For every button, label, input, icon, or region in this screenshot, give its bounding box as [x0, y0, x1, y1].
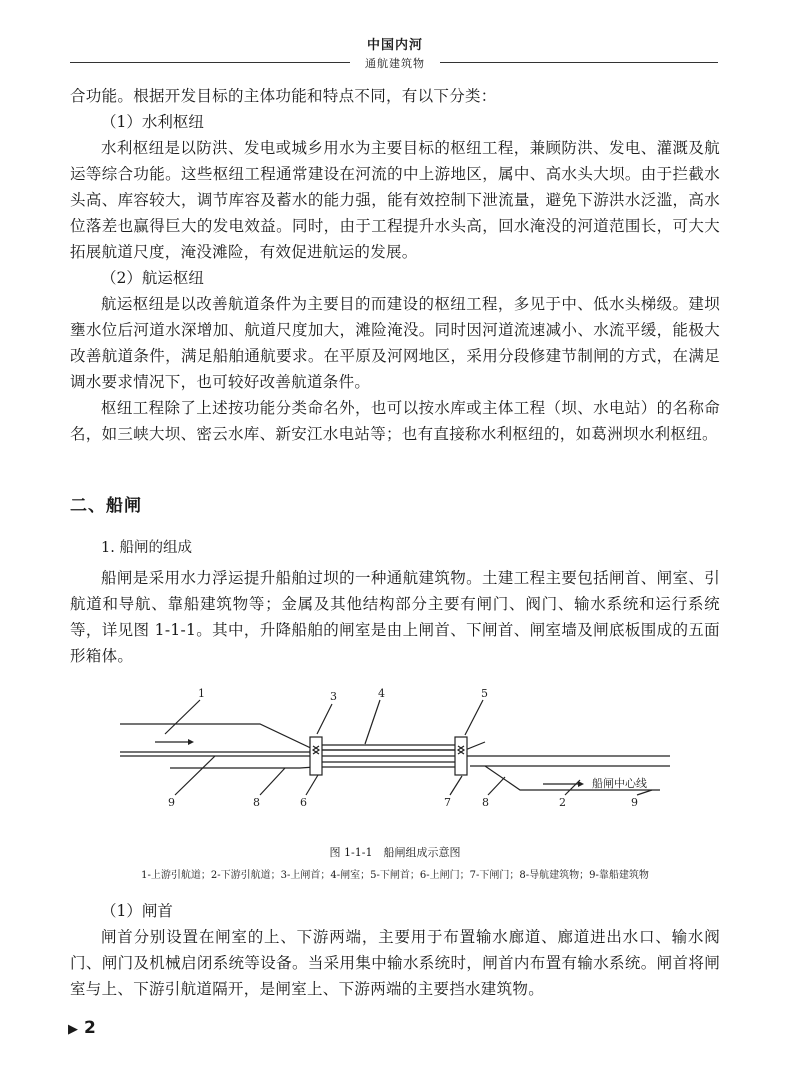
upper-wall-line — [120, 724, 485, 750]
centerline-label: 船闸中心线 — [592, 777, 647, 790]
leader-8-right — [488, 777, 505, 795]
fig-label: 3 — [330, 690, 337, 703]
fig-label: 9 — [168, 796, 175, 809]
intro-line: 合功能。根据开发目标的主体功能和特点不同，有以下分类： — [70, 87, 497, 105]
header-rule-right — [440, 62, 718, 63]
arrowhead-up-icon — [188, 739, 194, 745]
lock-intro — [70, 565, 720, 669]
page-number: 2 — [84, 1018, 96, 1038]
sub1-title: （1）水利枢纽 — [101, 113, 204, 131]
lock-diagram — [110, 680, 680, 834]
lock-head-title: （1）闸首 — [101, 902, 173, 920]
fig-label: 1 — [198, 687, 205, 700]
figure-legend: 1-上游引航道；2-下游引航道；3-上闸首；4-闸室；5-下闸首；6-上闸门；7-下闸门；8-导航建筑物；9-靠船建筑物 — [141, 870, 649, 881]
leader-1 — [165, 700, 200, 734]
sub2-title: （2）航运枢纽 — [101, 269, 204, 287]
figure-caption: 图 1-1-1 船闸组成示意图 — [329, 846, 461, 859]
sub2-paragraph: 航运枢纽是以改善航道条件为主要目的而建设的枢纽工程，多见于中、低水头梯级。建坝壅水位后河道水深增加、航道尺度加大，滩险淹没。同时因河道流速减小、水流平缓，能极大改善航道条件，满足船舶通航要求。在平原及河网地区，采用分段修建节制闸的方式，在满足调水要求情况下，也可较好改善航道条件。 — [70, 295, 720, 391]
leader-9-left — [175, 756, 215, 795]
top-section — [70, 83, 720, 447]
fig-label: 5 — [481, 687, 488, 700]
leader-3 — [317, 704, 332, 734]
leader-7 — [450, 776, 462, 795]
lock-paragraph: 船闸是采用水力浮运提升船舶过坝的一种通航建筑物。土建工程主要包括闸首、闸室、引航道和导航、靠船建筑物等；金属及其他结构部分主要有闸门、阀门、输水系统和运行系统等，详见图 1-1-1。其中，升降船舶的闸室是由上闸首、下闸首、闸室墙及闸底板围成的五面形箱体。 — [70, 569, 720, 665]
fig-label: 6 — [300, 796, 307, 809]
leader-5 — [465, 700, 483, 735]
lock-diagram-svg — [110, 680, 680, 830]
fig-label: 4 — [378, 687, 385, 700]
lower-left-wall — [170, 767, 315, 768]
arrowhead-down-icon — [578, 781, 584, 787]
fig-label: 7 — [444, 796, 451, 809]
bottom-section — [70, 898, 720, 1002]
subsection-heading: 1. 船闸的组成 — [101, 540, 192, 556]
section-heading: 二、船闸 — [70, 496, 142, 516]
lock-head-paragraph: 闸首分别设置在闸室的上、下游两端，主要用于布置输水廊道、廊道进出水口、输水阀门、闸门及机械启闭系统等设备。当采用集中输水系统时，闸首内布置有输水系统。闸首将闸室与上、下游引航道隔开，是闸室上、下游两端的主要挡水建筑物。 — [70, 928, 720, 998]
page-footer — [68, 1018, 96, 1038]
fig-label: 8 — [482, 796, 489, 809]
fig-label: 9 — [631, 796, 638, 809]
chapter-title: 通航建筑物 — [365, 57, 425, 70]
header-rule-left — [70, 62, 350, 63]
naming-paragraph: 枢纽工程除了上述按功能分类命名外，也可以按水库或主体工程（坝、水电站）的名称命名，如三峡大坝、密云水库、新安江水电站等；也有直接称水利枢纽的，如葛洲坝水利枢纽。 — [70, 399, 720, 443]
fig-label: 8 — [253, 796, 260, 809]
page-marker-icon: ▶ — [68, 1022, 78, 1037]
leader-4 — [365, 700, 380, 744]
book-title: 中国内河 — [366, 38, 423, 53]
leader-2 — [565, 780, 580, 795]
sub1-paragraph: 水利枢纽是以防洪、发电或城乡用水为主要目标的枢纽工程，兼顾防洪、发电、灌溉及航运等综合功能。这些枢纽工程通常建设在河流的中上游地区，属中、高水头大坝。由于拦截水头高、库容较大，调节库容及蓄水的能力强，能有效控制下泄流量，避免下游洪水泛滥，高水位落差也赢得巨大的发电效益。同时，由于工程提升水头高，回水淹没的河道范围长，可大大拓展航道尺度，淹没滩险，有效促进航运的发展。 — [70, 139, 720, 261]
leader-8-left — [260, 768, 285, 795]
leader-9-right — [637, 790, 652, 795]
leader-6 — [306, 775, 318, 795]
lower-lock-head — [455, 737, 467, 775]
upper-lock-head — [310, 737, 322, 775]
fig-label: 2 — [559, 796, 566, 809]
